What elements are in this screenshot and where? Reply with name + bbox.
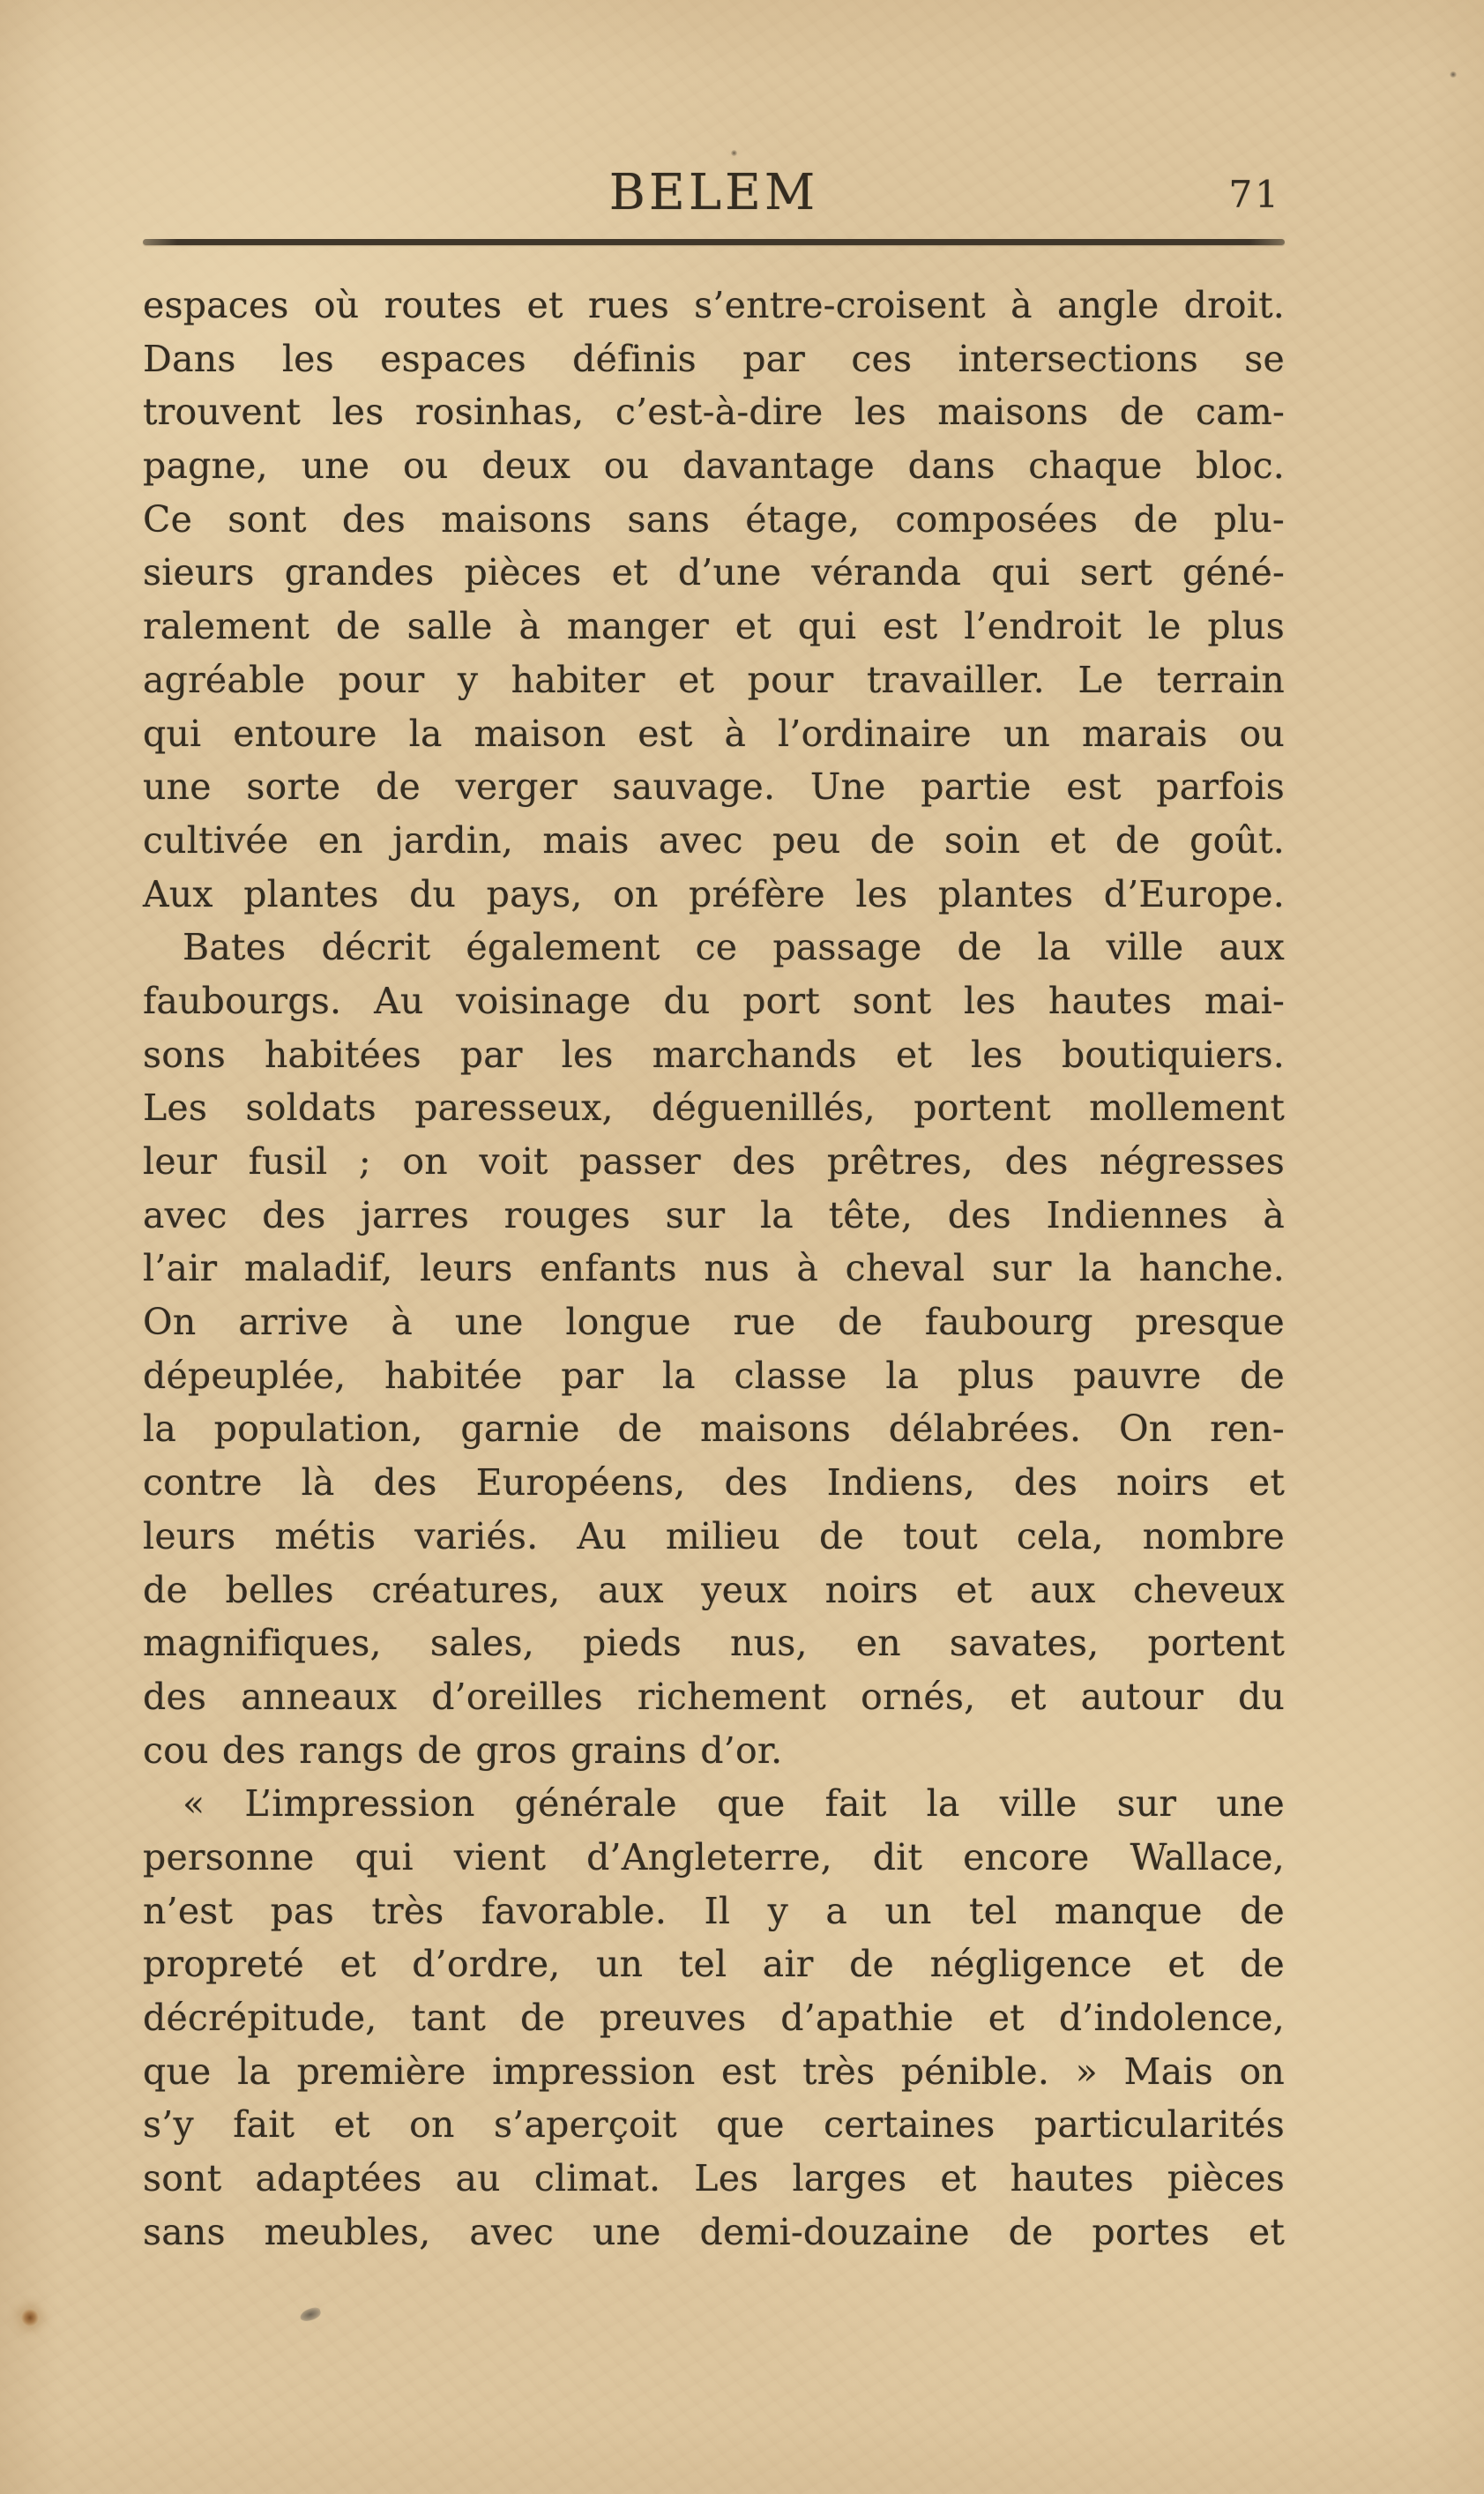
page-title: BELEM bbox=[608, 164, 819, 221]
text-line: l’air maladif, leurs enfants nus à cheval sur la hanche. bbox=[143, 1247, 1285, 1290]
text-line: n’est pas très favorable. Il y a un tel manque de bbox=[143, 1889, 1285, 1932]
text-line: trouvent les rosinhas, c’est-à-dire les maisons de cam- bbox=[143, 391, 1285, 434]
paper-speck-top-right bbox=[1450, 71, 1457, 78]
text-line: décrépitude, tant de preuves d’apathie et d’indolence, bbox=[143, 1997, 1285, 2039]
text-line: qui entoure la maison est à l’ordinaire un marais ou bbox=[143, 712, 1285, 755]
text-line: sont adaptées au climat. Les larges et hautes pièces bbox=[143, 2157, 1285, 2200]
text-line: magnifiques, sales, pieds nus, en savates, portent bbox=[143, 1622, 1285, 1665]
text-line: que la première impression est très pénible. » Mais on bbox=[143, 2050, 1285, 2093]
page-header bbox=[143, 164, 1285, 219]
paper-stain-rust-dot bbox=[21, 2309, 39, 2326]
text-line: Bates décrit également ce passage de la ville aux bbox=[183, 926, 1285, 969]
text-line: la population, garnie de maisons délabrées. On ren- bbox=[143, 1408, 1285, 1451]
text-line: s’y fait et on s’aperçoit que certaines particularités bbox=[143, 2103, 1285, 2147]
text-line: contre là des Européens, des Indiens, des noirs et bbox=[143, 1461, 1285, 1505]
text-line: Les soldats paresseux, déguenillés, portent mollement bbox=[143, 1086, 1285, 1130]
text-line: Ce sont des maisons sans étage, composées de plu- bbox=[143, 497, 1285, 541]
text-line: On arrive à une longue rue de faubourg presque bbox=[143, 1301, 1285, 1344]
text-line: dépeuplée, habitée par la classe la plus pauvre de bbox=[143, 1354, 1285, 1397]
text-line: agréable pour y habiter et pour travailler. Le terrain bbox=[143, 658, 1285, 701]
text-line: sans meubles, avec une demi-douzaine de portes et bbox=[143, 2210, 1285, 2253]
text-line: leurs métis variés. Au milieu de tout cela, nombre bbox=[143, 1514, 1285, 1557]
text-line: faubourgs. Au voisinage du port sont les hautes mai- bbox=[143, 979, 1285, 1022]
text-line: cultivée en jardin, mais avec peu de soin et de goût. bbox=[143, 818, 1285, 862]
text-line: « L’impression générale que fait la ville sur une bbox=[183, 1782, 1285, 1826]
text-line: Dans les espaces définis par ces intersections se bbox=[143, 337, 1285, 380]
text-line: cou des rangs de gros grains d’or. bbox=[143, 1729, 783, 1772]
text-line: ralement de salle à manger et qui est l’endroit le plus bbox=[143, 605, 1285, 648]
text-line: Aux plantes du pays, on préfère les plantes d’Europe. bbox=[143, 872, 1285, 915]
text-line: de belles créatures, aux yeux noirs et aux cheveux bbox=[143, 1568, 1285, 1611]
text-line: espaces où routes et rues s’entre-croisent à angle droit. bbox=[143, 284, 1285, 326]
text-line: des anneaux d’oreilles richement ornés, et autour du bbox=[143, 1675, 1285, 1718]
header-divider-rule bbox=[143, 239, 1285, 245]
text-line: sons habitées par les marchands et les boutiquiers. bbox=[143, 1033, 1285, 1076]
paper-speck-above-title bbox=[731, 150, 737, 156]
paper-stain-gray-smudge bbox=[299, 2306, 323, 2324]
text-line: pagne, une ou deux ou davantage dans chaque bloc. bbox=[143, 444, 1285, 488]
body-text bbox=[143, 279, 1285, 2259]
page-number: 71 bbox=[1228, 173, 1281, 216]
text-line: avec des jarres rouges sur la tête, des Indiennes à bbox=[143, 1193, 1285, 1236]
text-line: sieurs grandes pièces et d’une véranda qui sert géné- bbox=[143, 551, 1285, 594]
text-line: personne qui vient d’Angleterre, dit encore Wallace, bbox=[143, 1835, 1285, 1878]
text-line: une sorte de verger sauvage. Une partie est parfois bbox=[143, 765, 1285, 809]
text-line: leur fusil ; on voit passer des prêtres, des négresses bbox=[143, 1140, 1285, 1183]
text-line: propreté et d’ordre, un tel air de négligence et de bbox=[143, 1943, 1285, 1986]
